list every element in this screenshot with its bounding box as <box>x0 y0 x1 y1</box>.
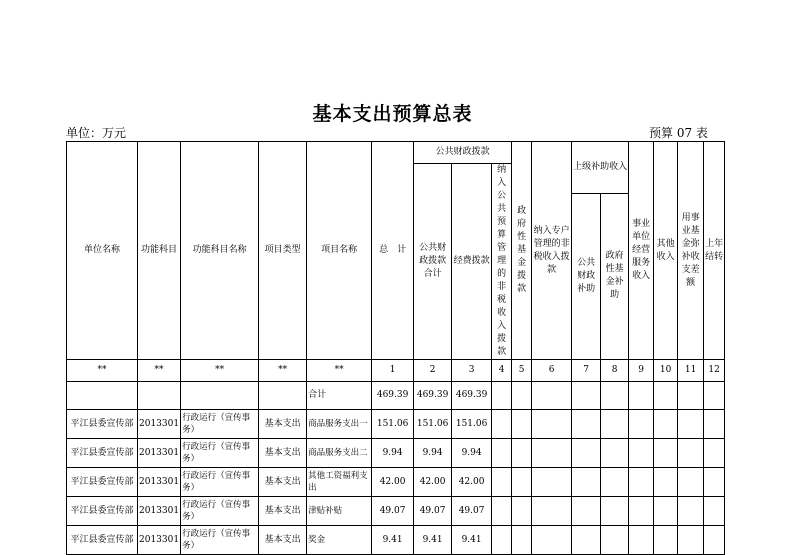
header-upper-subsidy: 上级补助收入 <box>572 142 629 194</box>
index-cell: 9 <box>629 360 654 382</box>
empty-cell <box>704 526 725 555</box>
header-upper-public: 公共财政补助 <box>572 193 601 359</box>
empty-cell <box>492 410 512 439</box>
unit-label: 单位：万元 <box>66 126 127 140</box>
header-unit-name: 单位名称 <box>67 142 138 360</box>
empty-cell <box>654 468 678 497</box>
cell-unit-name: 平江县委宣传部 <box>67 497 138 526</box>
cell-item-name: 奖金 <box>307 526 372 555</box>
cell-item-type: 基本支出 <box>259 410 307 439</box>
header-upper-gov-fund: 政府性基金补助 <box>601 193 629 359</box>
empty-cell <box>512 526 532 555</box>
empty-cell <box>512 382 532 410</box>
cell-func-name: 行政运行（宣传事务） <box>181 439 259 468</box>
empty-cell <box>492 497 512 526</box>
header-fund-cover: 用事业基金弥补收支差额 <box>678 142 704 360</box>
total-cell-code <box>138 382 181 410</box>
empty-cell <box>601 410 629 439</box>
empty-cell <box>629 439 654 468</box>
cell-item-name: 其他工资福利支出 <box>307 468 372 497</box>
cell-func-name: 行政运行（宣传事务） <box>181 497 259 526</box>
cell-func-name: 行政运行（宣传事务） <box>181 468 259 497</box>
index-cell: ** <box>181 360 259 382</box>
cell-total: 151.06 <box>372 410 414 439</box>
empty-cell <box>654 526 678 555</box>
empty-cell <box>678 468 704 497</box>
index-cell: ** <box>67 360 138 382</box>
index-cell: ** <box>259 360 307 382</box>
total-funding: 469.39 <box>452 382 492 410</box>
cell-func-code: 2013301 <box>138 410 181 439</box>
header-func-name: 功能科目名称 <box>181 142 259 360</box>
total-cell-unit <box>67 382 138 410</box>
empty-cell <box>601 439 629 468</box>
cell-total: 49.07 <box>372 497 414 526</box>
cell-unit-name: 平江县委宣传部 <box>67 410 138 439</box>
empty-cell <box>512 410 532 439</box>
cell-public-finance: 42.00 <box>414 468 452 497</box>
cell-public-finance: 9.94 <box>414 439 452 468</box>
empty-cell <box>572 468 601 497</box>
cell-item-type: 基本支出 <box>259 439 307 468</box>
cell-unit-name: 平江县委宣传部 <box>67 526 138 555</box>
index-cell: 7 <box>572 360 601 382</box>
empty-cell <box>629 382 654 410</box>
cell-item-name: 商品服务支出二 <box>307 439 372 468</box>
cell-item-type: 基本支出 <box>259 526 307 555</box>
empty-cell <box>572 497 601 526</box>
empty-cell <box>629 526 654 555</box>
index-cell: 10 <box>654 360 678 382</box>
header-item-type: 项目类型 <box>259 142 307 360</box>
empty-cell <box>678 497 704 526</box>
total-label: 合计 <box>307 382 372 410</box>
cell-funding: 49.07 <box>452 497 492 526</box>
empty-cell <box>572 526 601 555</box>
table-row <box>67 468 725 497</box>
index-cell: 4 <box>492 360 512 382</box>
cell-item-name: 商品服务支出一 <box>307 410 372 439</box>
index-cell: 3 <box>452 360 492 382</box>
cell-item-type: 基本支出 <box>259 497 307 526</box>
cell-funding: 151.06 <box>452 410 492 439</box>
data-rows <box>67 410 725 555</box>
empty-cell <box>704 439 725 468</box>
index-cell: 11 <box>678 360 704 382</box>
table-row <box>67 497 725 526</box>
empty-cell <box>704 468 725 497</box>
cell-item-type: 基本支出 <box>259 468 307 497</box>
index-cell: 1 <box>372 360 414 382</box>
cell-func-code: 2013301 <box>138 439 181 468</box>
form-number: 预算 07 表 <box>649 126 708 140</box>
cell-item-name: 津贴补贴 <box>307 497 372 526</box>
index-cell: ** <box>138 360 181 382</box>
index-cell: 12 <box>704 360 725 382</box>
total-cell-func <box>181 382 259 410</box>
header-gov-fund: 政府性基金拨款 <box>512 142 532 360</box>
empty-cell <box>532 526 572 555</box>
empty-cell <box>492 526 512 555</box>
empty-cell <box>572 382 601 410</box>
total-amount: 469.39 <box>372 382 414 410</box>
header-total: 总 计 <box>372 142 414 360</box>
cell-func-name: 行政运行（宣传事务） <box>181 410 259 439</box>
cell-unit-name: 平江县委宣传部 <box>67 439 138 468</box>
empty-cell <box>492 382 512 410</box>
empty-cell <box>678 439 704 468</box>
empty-cell <box>629 497 654 526</box>
empty-cell <box>704 410 725 439</box>
empty-cell <box>512 439 532 468</box>
cell-funding: 9.41 <box>452 526 492 555</box>
index-cell: 2 <box>414 360 452 382</box>
cell-func-code: 2013301 <box>138 497 181 526</box>
empty-cell <box>601 382 629 410</box>
header-public-finance-total: 公共财政拨款合计 <box>414 164 452 360</box>
empty-cell <box>678 526 704 555</box>
cell-public-finance: 9.41 <box>414 526 452 555</box>
empty-cell <box>704 382 725 410</box>
table-row <box>67 410 725 439</box>
table-row <box>67 439 725 468</box>
header-item-name: 项目名称 <box>307 142 372 360</box>
empty-cell <box>512 468 532 497</box>
empty-cell <box>532 468 572 497</box>
total-cell-type <box>259 382 307 410</box>
empty-cell <box>601 497 629 526</box>
empty-cell <box>654 382 678 410</box>
index-cell: 5 <box>512 360 532 382</box>
header-public-finance: 公共财政拨款 <box>414 142 512 164</box>
empty-cell <box>572 439 601 468</box>
empty-cell <box>532 382 572 410</box>
cell-unit-name: 平江县委宣传部 <box>67 468 138 497</box>
cell-total: 9.41 <box>372 526 414 555</box>
page-title: 基本支出预算总表 <box>312 103 473 125</box>
header-biz-income: 事业单位经营服务收入 <box>629 142 654 360</box>
cell-total: 42.00 <box>372 468 414 497</box>
empty-cell <box>572 410 601 439</box>
table-row <box>67 526 725 555</box>
empty-cell <box>601 468 629 497</box>
empty-cell <box>654 497 678 526</box>
index-cell: 8 <box>601 360 629 382</box>
empty-cell <box>629 468 654 497</box>
empty-cell <box>492 439 512 468</box>
header-other-income: 其他收入 <box>654 142 678 360</box>
cell-func-name: 行政运行（宣传事务） <box>181 526 259 555</box>
empty-cell <box>678 410 704 439</box>
empty-cell <box>512 497 532 526</box>
empty-cell <box>532 439 572 468</box>
budget-table <box>66 141 725 555</box>
header-special-nontax: 纳入专户管理的非税收入拨款 <box>532 142 572 360</box>
cell-public-finance: 151.06 <box>414 410 452 439</box>
empty-cell <box>704 497 725 526</box>
index-cell: ** <box>307 360 372 382</box>
index-row <box>67 360 725 382</box>
empty-cell <box>532 497 572 526</box>
empty-cell <box>492 468 512 497</box>
empty-cell <box>601 526 629 555</box>
cell-func-code: 2013301 <box>138 526 181 555</box>
header-func-code: 功能科目 <box>138 142 181 360</box>
cell-total: 9.94 <box>372 439 414 468</box>
empty-cell <box>532 410 572 439</box>
cell-funding: 9.94 <box>452 439 492 468</box>
total-row <box>67 382 725 410</box>
header-carryover: 上年结转 <box>704 142 725 360</box>
header-row-1 <box>67 142 725 164</box>
empty-cell <box>678 382 704 410</box>
empty-cell <box>654 410 678 439</box>
header-funding: 经费拨款 <box>452 164 492 360</box>
index-cell: 6 <box>532 360 572 382</box>
cell-funding: 42.00 <box>452 468 492 497</box>
empty-cell <box>654 439 678 468</box>
cell-func-code: 2013301 <box>138 468 181 497</box>
cell-public-finance: 49.07 <box>414 497 452 526</box>
empty-cell <box>629 410 654 439</box>
total-public-finance: 469.39 <box>414 382 452 410</box>
header-nontax: 纳入公共预算管理的非税收入拨款 <box>492 164 512 360</box>
